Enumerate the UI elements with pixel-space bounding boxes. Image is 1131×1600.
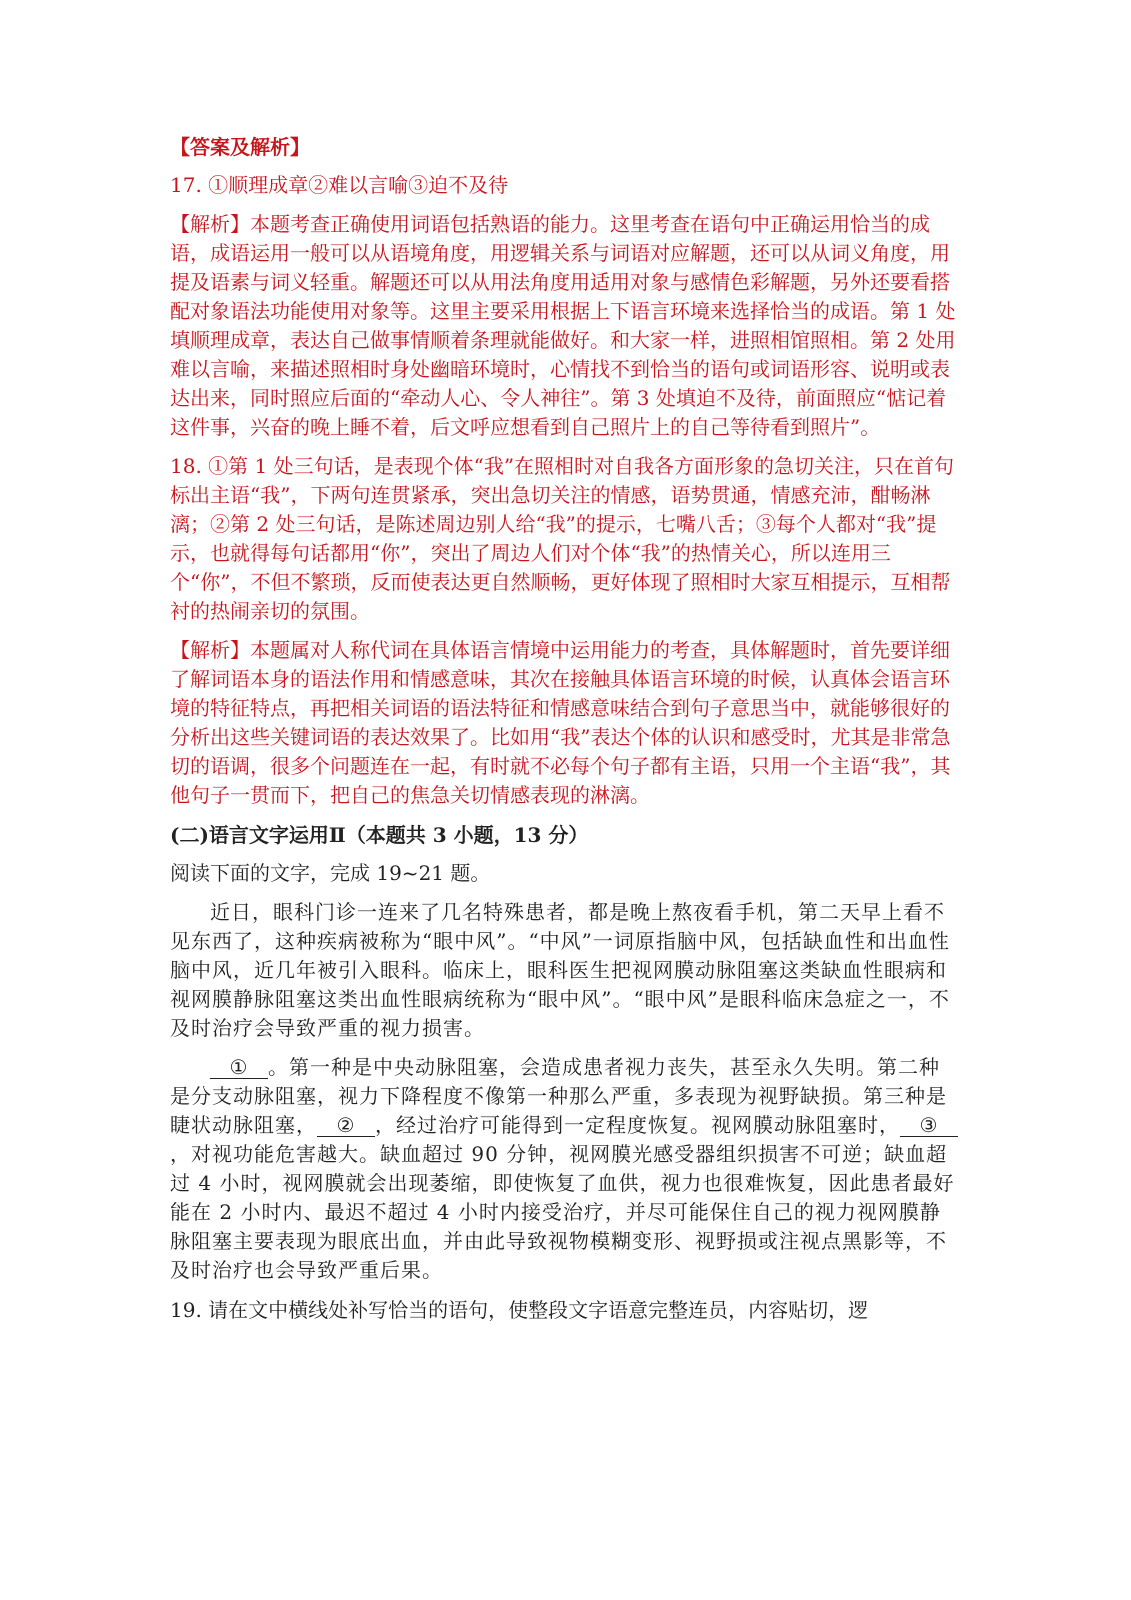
blank-1[interactable]: ① — [210, 1056, 268, 1079]
q17-answer: 17. ①顺理成章②难以言喻③迫不及待 — [170, 173, 509, 197]
q19-prompt: 19. 请在文中横线处补写恰当的语句，使整段文字语意完整连员，内容贴切，逻 — [170, 1298, 869, 1322]
passage-2-text-a: 。第一种是中央动脉阻塞，会造成患者视力丧失，甚至永久失明。第二种是分支动脉阻塞，视力下降程度不像第一种那么严重，多表现为视野缺损。第三种是睫状动脉阻塞， — [170, 1055, 947, 1137]
blank-2[interactable]: ② — [317, 1114, 375, 1137]
blank-3[interactable]: ③ — [900, 1114, 958, 1137]
passage-paragraph-1: 近日，眼科门诊一连来了几名特殊患者，都是晚上熬夜看手机，第二天早上看不见东西了，这种疾病被称为“眼中风”。“中风”一词原指脑中风，包括缺血性和出血性脑中风，近几年被引入眼科。临床上，眼科医生把视网膜动脉阻塞这类缺血性眼病和视网膜静脉阻塞这类出血性眼病统称为“眼中风”。“眼中风”是眼科临床急症之一，不及时治疗会导致严重的视力损害。 — [170, 900, 950, 1040]
q18-answer: 18. ①第 1 处三句话，是表现个体“我”在照相时对自我各方面形象的急切关注，只在首句标出主语“我”，下两句连贯紧承，突出急切关注的情感，语势贯通，情感充沛，酣畅淋漓；②第 2 处三句话，是陈述周边别人给“我”的提示，七嘴八舌；③每个人都对“我”提示，也就得每句话都用“你”，突出了周边人们对个体“我”的热情关心，所以连用三个“你”，不但不繁琐，反而使表达更自然顺畅，更好体现了照相时大家互相提示，互相帮衬的热闹亲切的氛围。 — [170, 454, 955, 623]
answer-heading: 【答案及解析】 — [170, 135, 310, 159]
reading-intro: 阅读下面的文字，完成 19~21 题。 — [170, 861, 491, 885]
q17-analysis: 【解析】本题考查正确使用词语包括熟语的能力。这里考查在语句中正确运用恰当的成语，成语运用一般可以从语境角度，用逻辑关系与词语对应解题，还可以从词义角度，用提及语素与词义轻重。解题还可以从用法角度用适用对象与感情色彩解题，另外还要看搭配对象语法功能使用对象等。这里主要采用根据上下语言环境来选择恰当的成语。第 1 处填顺理成章，表达自己做事情顺着条理就能做好。和大家一样，进照相馆照相。第 2 处用难以言喻，来描述照相时身处幽暗环境时，心情找不到恰当的语句或词语形容、说明或表达出来，同时照应后面的“牵动人心、令人神往”。第 3 处填迫不及待，前面照应“惦记着这件事，兴奋的晚上睡不着，后文呼应想看到自己照片上的自己等待看到照片”。 — [170, 212, 956, 439]
passage-paragraph-2 — [170, 1053, 960, 1285]
passage-2-text-c: ，对视功能危害越大。缺血超过 90 分钟，视网膜光感受器组织损害不可逆；缺血超过 4 小时，视网膜就会出现萎缩，即使恢复了血供，视力也很难恢复，因此患者最好能在 2 小时内、最迟不超过 4 小时内接受治疗，并尽可能保住自己的视力视网膜静脉阻塞主要表现为眼底出血，并由此导致视物模糊变形、视野损或注视点黑影等，不及时治疗也会导致严重后果。 — [170, 1142, 955, 1282]
q18-analysis: 【解析】本题属对人称代词在具体语言情境中运用能力的考查，具体解题时，首先要详细了解词语本身的语法作用和情感意味，其次在接触具体语言环境的时候，认真体会语言环境的特征特点，再把相关词语的语法特征和情感意味结合到句子意思当中，就能够很好的分析出这些关键词语的表达效果了。比如用“我”表达个体的认识和感受时，尤其是非常急切的语调，很多个问题连在一起，有时就不必每个句子都有主语，只用一个主语“我”，其他句子一贯而下，把自己的焦急关切情感表现的淋漓。 — [170, 638, 951, 807]
passage-2-text-b: ，经过治疗可能得到一定程度恢复。视网膜动脉阻塞时， — [375, 1113, 900, 1137]
section-title: (二)语言文字运用Ⅱ（本题共 3 小题，13 分） — [170, 823, 589, 847]
document-content — [170, 132, 960, 1325]
